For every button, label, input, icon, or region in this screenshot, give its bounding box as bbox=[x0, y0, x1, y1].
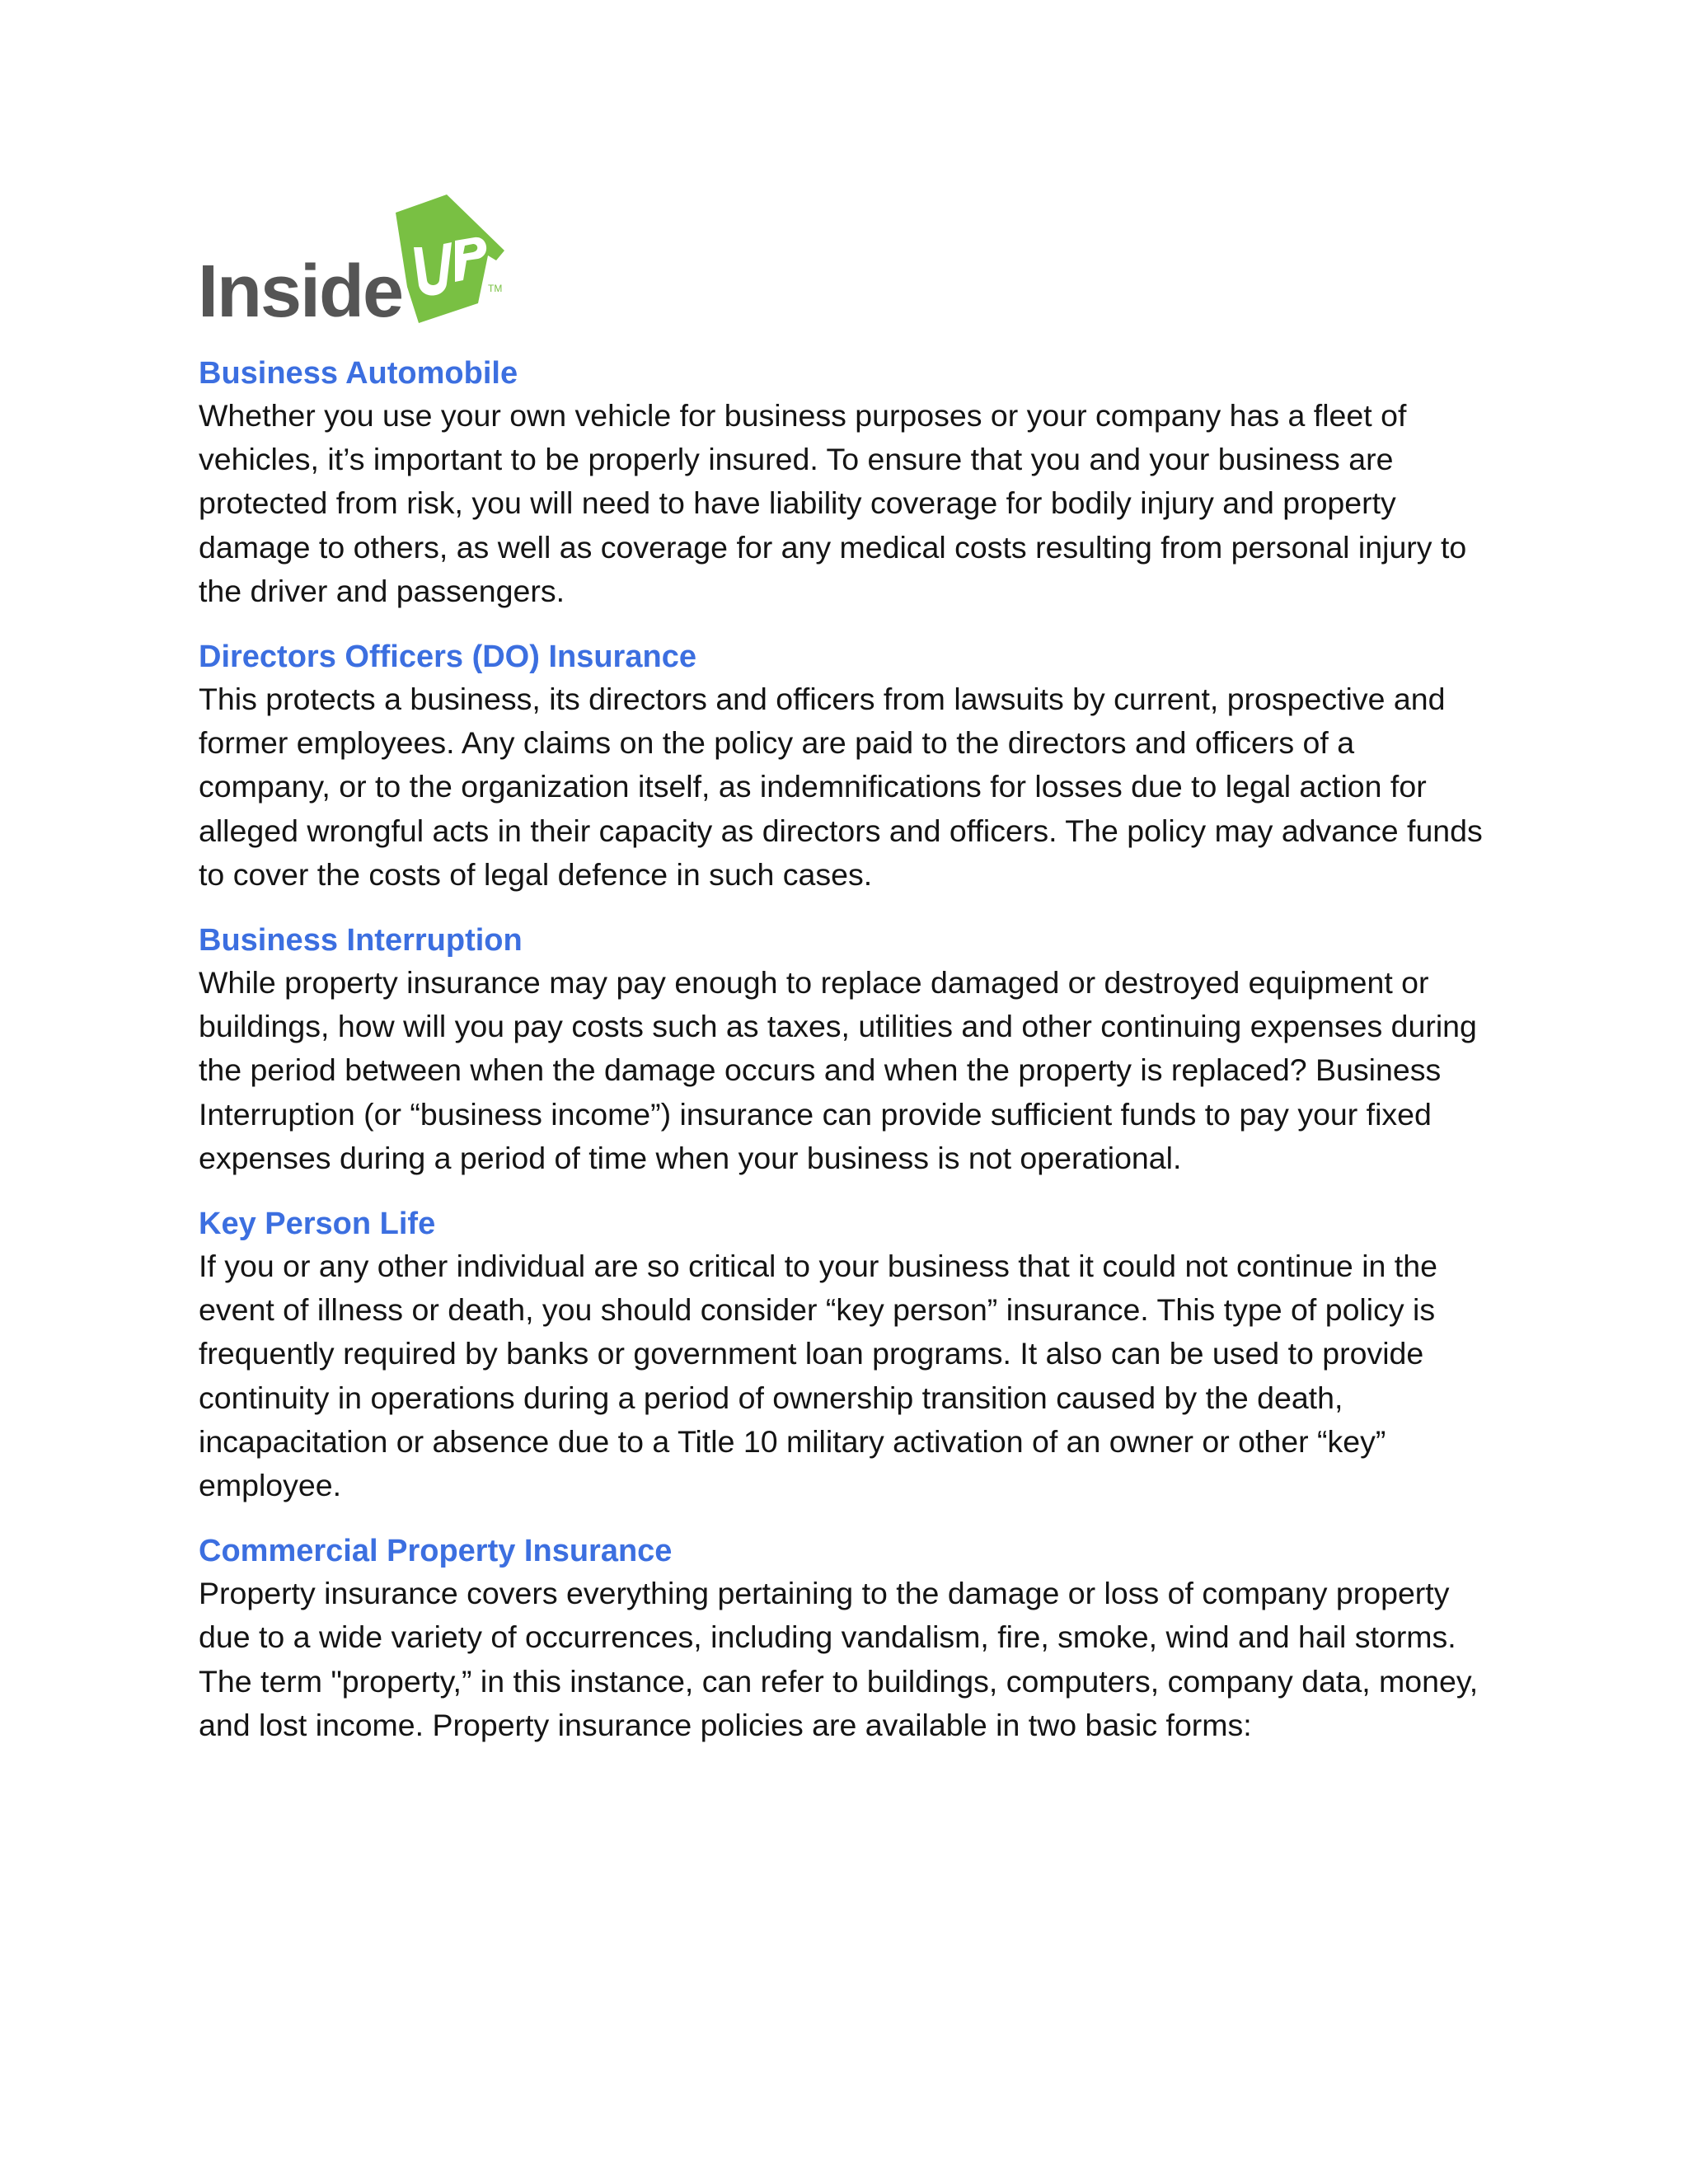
logo-trademark: TM bbox=[488, 283, 503, 294]
section-body: Property insurance covers everything pertaining to the damage or loss of company property due to a wide variety of occurrences, including vandalism, fire, smoke, wind and hail storms. The term "property,” in this instance, can refer to buildings, computers, company data, money, and lost income. Property insurance policies are available in two basic forms: bbox=[199, 1576, 1479, 1742]
section-directors-officers bbox=[199, 636, 1493, 897]
section-body: If you or any other individual are so critical to your business that it could not continue in the event of illness or death, you should consider “key person” insurance. This type of policy is frequently required by banks or government loan programs. It also can be used to provide continuity in operations during a period of ownership transition caused by the death, incapacitation or absence due to a Title 10 military activation of an owner or other “key” employee. bbox=[199, 1249, 1437, 1503]
section-heading: Key Person Life bbox=[199, 1207, 436, 1242]
section-commercial-property bbox=[199, 1530, 1493, 1747]
insideup-logo-graphic bbox=[198, 194, 528, 326]
section-heading: Business Automobile bbox=[199, 356, 518, 391]
section-business-interruption bbox=[199, 920, 1493, 1180]
section-key-person-life bbox=[199, 1203, 1493, 1507]
section-heading: Business Interruption bbox=[199, 923, 523, 958]
logo-tag-shape bbox=[396, 194, 504, 323]
section-heading: Directors Officers (DO) Insurance bbox=[199, 640, 696, 675]
section-body: Whether you use your own vehicle for business purposes or your company has a fleet of vehicles, it’s important to be properly insured. To ensure that you and your business are protected from risk, you will need to have liability coverage for bodily injury and property damage to others, as well as coverage for any medical costs resulting from personal injury to the driver and passengers. bbox=[199, 398, 1467, 608]
section-business-automobile bbox=[199, 353, 1493, 613]
document-content bbox=[199, 353, 1493, 1770]
section-body: This protects a business, its directors and officers from lawsuits by current, prospective and former employees. Any claims on the policy are paid to the directors and officers of a company, or to the organization itself, as indemnifications for losses due to legal action for alleged wrongful acts in their capacity as directors and officers. The policy may advance funds to cover the costs of legal defence in such cases. bbox=[199, 682, 1483, 892]
section-body: While property insurance may pay enough to replace damaged or destroyed equipment or buildings, how will you pay costs such as taxes, utilities and other continuing expenses during the period between when the damage occurs and when the property is replaced? Business Interruption (or “business income”) insurance can provide sufficient funds to pay your fixed expenses during a period of time when your business is not operational. bbox=[199, 965, 1477, 1175]
section-heading: Commercial Property Insurance bbox=[199, 1534, 673, 1569]
insideup-logo bbox=[198, 194, 528, 326]
logo-wordmark: Inside bbox=[198, 251, 403, 326]
